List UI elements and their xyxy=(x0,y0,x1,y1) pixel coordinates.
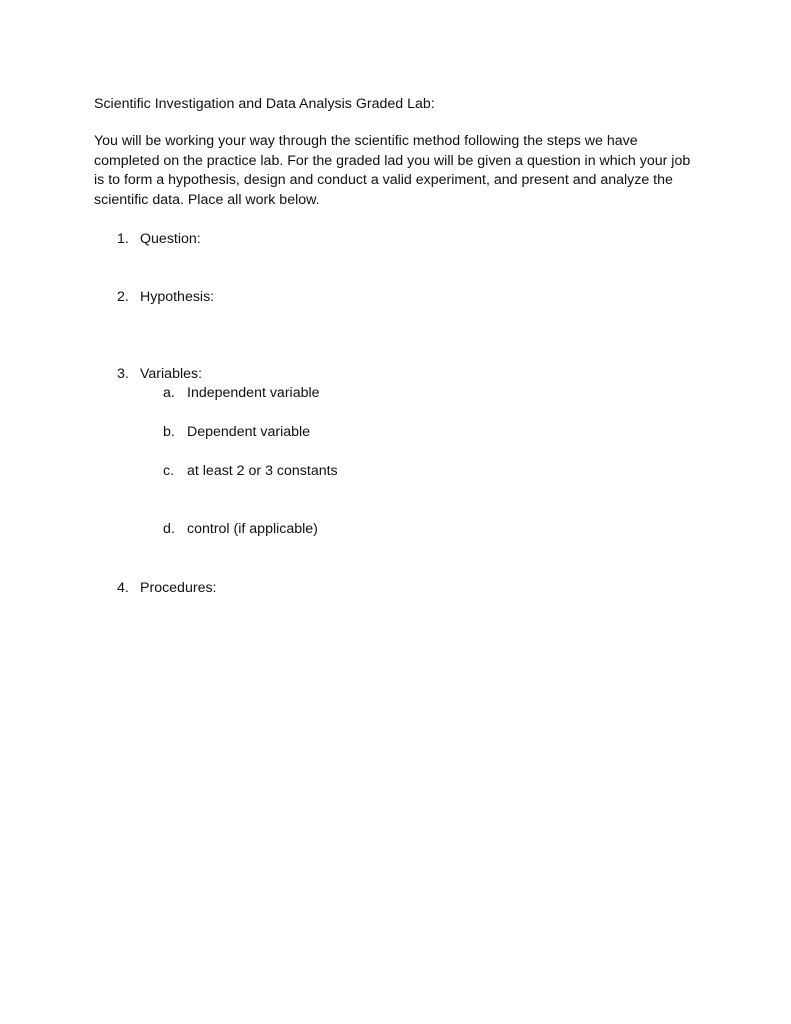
sublist-letter: c. xyxy=(163,463,175,479)
intro-line: completed on the practice lab. For the graded lad you will be given a question in which your job xyxy=(94,152,691,169)
intro-line: is to form a hypothesis, design and conduct a valid experiment, and present and analyze the xyxy=(94,172,673,188)
list-label: Variables: xyxy=(140,366,203,382)
list-item-hypothesis xyxy=(117,287,214,307)
list-number: 2. xyxy=(117,289,129,305)
sublist-label: Independent variable xyxy=(187,385,320,401)
list-item-procedures xyxy=(117,578,217,598)
sublist-letter: b. xyxy=(163,424,175,440)
list-label: Question: xyxy=(140,231,201,247)
sublist-label: control (if applicable) xyxy=(187,521,318,537)
sublist-label: at least 2 or 3 constants xyxy=(187,463,338,479)
sublist-letter: a. xyxy=(163,385,175,401)
list-label: Hypothesis: xyxy=(140,289,215,305)
list-item-question xyxy=(117,229,201,249)
intro-line: You will be working your way through the scientific method following the steps we have xyxy=(94,133,638,149)
sublist-item-constants xyxy=(163,461,338,481)
list-number: 3. xyxy=(117,366,129,382)
document-title: Scientific Investigation and Data Analysis Graded Lab: xyxy=(94,96,435,112)
sublist-label: Dependent variable xyxy=(187,424,311,440)
sublist-item-independent xyxy=(163,383,320,403)
list-number: 1. xyxy=(117,231,129,247)
intro-paragraph xyxy=(94,132,694,210)
list-label: Procedures: xyxy=(140,580,217,596)
intro-line: scientific data. Place all work below. xyxy=(94,191,320,208)
list-item-variables xyxy=(117,364,202,384)
list-number: 4. xyxy=(117,580,129,596)
sublist-item-control xyxy=(163,519,318,539)
sublist-letter: d. xyxy=(163,521,175,537)
sublist-item-dependent xyxy=(163,422,310,442)
